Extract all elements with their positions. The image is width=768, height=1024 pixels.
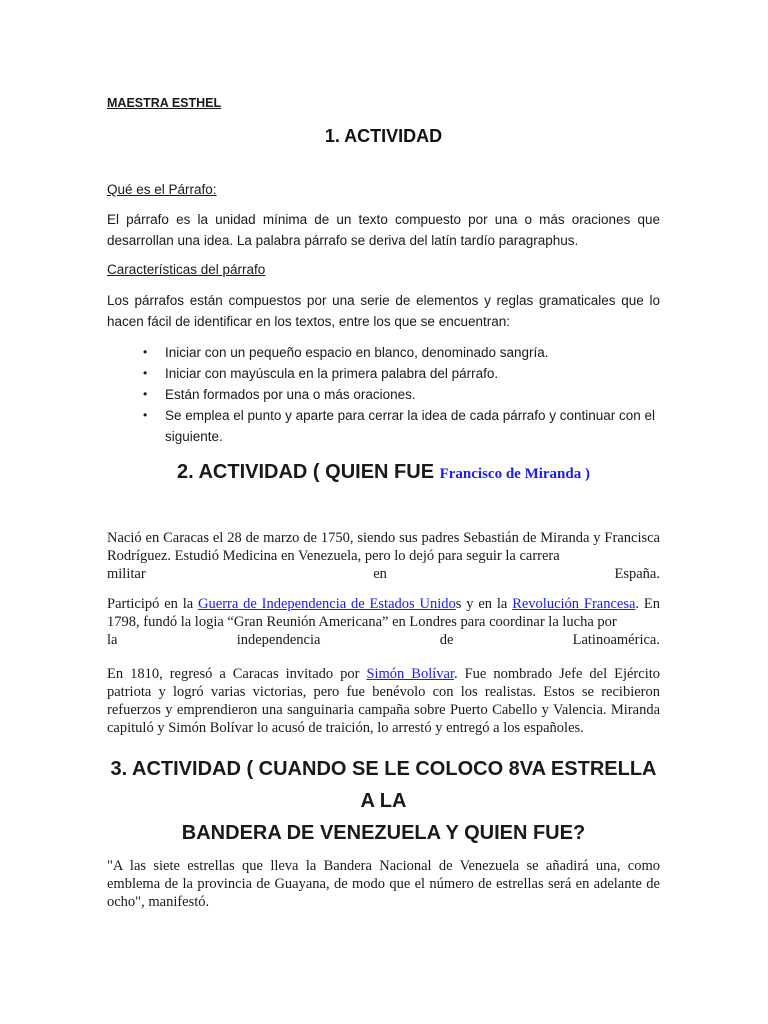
word: Latinoamérica.: [572, 632, 660, 648]
word: en: [373, 566, 387, 582]
bullet-icon: •: [143, 387, 148, 401]
miranda-p1-last-line: [107, 565, 660, 583]
paragraph-characteristics-text: Los párrafos están compuestos por una serie de elementos y reglas gramaticales que lo hacen fácil de identificar en los textos, entre los que se encuentran:: [107, 293, 660, 329]
list-item-text: Están formados por una o más oraciones.: [165, 387, 416, 402]
flag-quote: "A las siete estrellas que lleva la Bandera Nacional de Venezuela se añadirá una, como emblema de la provincia de Guayana, de modo que el número de estrellas será en adelante de ocho", manifestó.: [107, 858, 660, 910]
bullet-icon: •: [143, 366, 148, 380]
word: la: [107, 632, 118, 648]
word: independencia: [236, 632, 321, 648]
miranda-paragraph-2: [107, 595, 660, 649]
activity2-title: [107, 459, 660, 487]
text-run: s y en la: [455, 596, 513, 612]
word: militar: [107, 566, 146, 582]
text-run: Participó en la: [107, 596, 199, 612]
word: de: [439, 632, 454, 648]
teacher-name: MAESTRA ESTHEL: [107, 96, 222, 110]
activity2-title-prefix: 2. ACTIVIDAD ( QUIEN FUE: [176, 461, 440, 483]
document-page: [107, 92, 660, 911]
list-item: [107, 363, 660, 384]
list-item-text: Iniciar con un pequeño espacio en blanco, denominado sangría.: [165, 345, 549, 360]
list-item-text: Se emplea el punto y aparte para cerrar la idea de cada párrafo y continuar con el siguiente.: [165, 408, 656, 444]
text-run: . Fue nombrado Jefe del Ejército patriota y logró varias victorias, pero fue benévolo con los realistas. Estos se recibieron refuerzos y emprendieron una sanguinaria campaña sobre Puerto Cabello y Valencia. Miranda capituló y Simón Bolívar lo acusó de traición, lo arrestó y entregó a los españoles.: [107, 666, 660, 736]
miranda-p2-text: [107, 595, 660, 631]
characteristics-list: [107, 342, 660, 447]
text-run: . En 1798, fundó la logia “Gran Reunión Americana” en Londres para coordinar la lucha por: [107, 596, 660, 630]
activity3-title-line2: BANDERA DE VENEZUELA Y QUIEN FUE?: [181, 822, 586, 844]
miranda-p2-last-line: [107, 631, 660, 649]
activity1-title: 1. ACTIVIDAD: [324, 126, 443, 146]
activity2-title-name: Francisco de Miranda ): [439, 466, 590, 482]
miranda-p1-text: Nació en Caracas el 28 de marzo de 1750, siendo sus padres Sebastián de Miranda y Francisca Rodríguez. Estudió Medicina en Venezuela, pero lo dejó para seguir la carrera: [107, 530, 660, 564]
list-item: [107, 384, 660, 405]
activity3-title: [107, 753, 660, 849]
miranda-paragraph-1: [107, 529, 660, 583]
activity3-title-line1: 3. ACTIVIDAD ( CUANDO SE LE COLOCO 8VA ESTRELLA A LA: [110, 758, 657, 812]
link-us-independence-war[interactable]: Guerra de Independencia de Estados Unido: [198, 596, 456, 612]
bullet-icon: •: [143, 345, 148, 359]
paragraph-characteristics-heading: Características del párrafo: [107, 262, 266, 277]
list-item: [107, 342, 660, 363]
list-item-text: Iniciar con mayúscula en la primera palabra del párrafo.: [165, 366, 499, 381]
text-run: En 1810, regresó a Caracas invitado por: [107, 666, 367, 682]
bullet-icon: •: [143, 408, 148, 422]
list-item: [107, 405, 660, 447]
paragraph-definition-text: El párrafo es la unidad mínima de un texto compuesto por una o más oraciones que desarrollan una idea. La palabra párrafo se deriva del latín tardío paragraphus.: [107, 212, 660, 248]
paragraph-definition-heading: Qué es el Párrafo:: [107, 182, 217, 197]
word: España.: [614, 566, 660, 582]
link-french-revolution[interactable]: Revolución Francesa: [512, 596, 636, 612]
miranda-paragraph-3: [107, 665, 660, 737]
link-simon-bolivar[interactable]: Simón Bolívar: [366, 666, 454, 682]
